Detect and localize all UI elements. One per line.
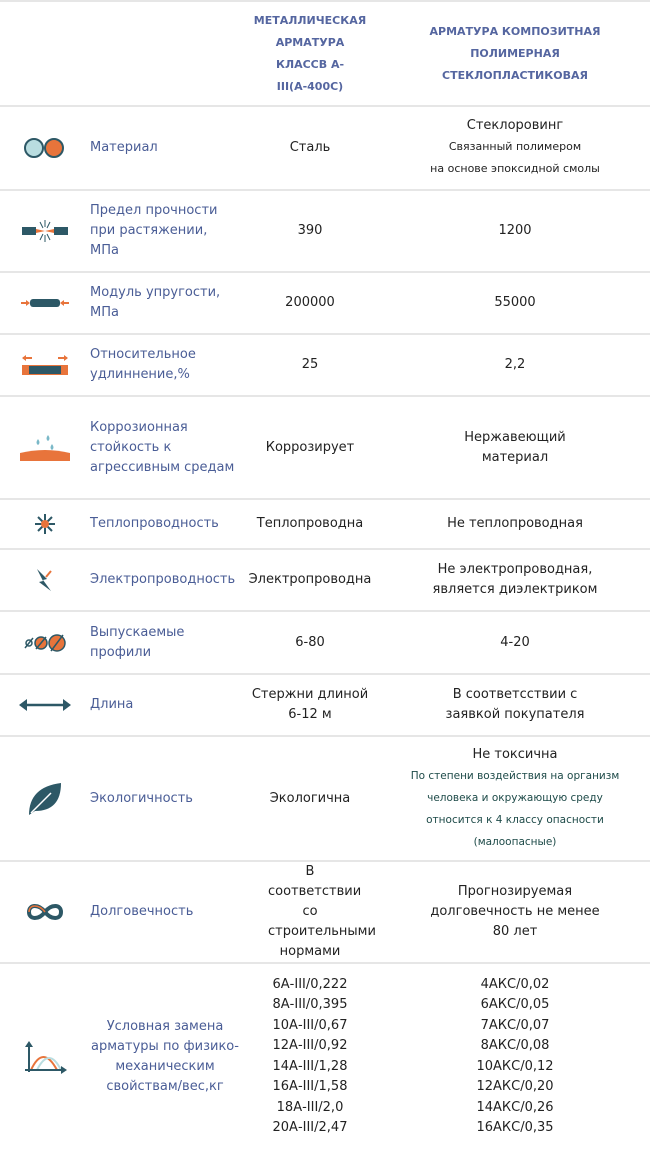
- replacement-item: 14АКС/0,26: [476, 1099, 554, 1115]
- replacement-item: 10А-III/0,67: [272, 1017, 348, 1033]
- composite-note: на основе эпоксидной смолы: [430, 162, 600, 175]
- compression-icon: [0, 296, 90, 310]
- replacement-item: 18А-III/2,0: [276, 1099, 344, 1115]
- composite-list: [380, 975, 650, 1139]
- composite-value: В соответсствии с заявкой покупателя: [445, 687, 585, 722]
- table-row: [0, 273, 650, 335]
- header-metal: МЕТАЛЛИЧЕСКАЯ АРМАТУРА КЛАССВ А-III(А-400С): [253, 13, 367, 93]
- metal-value: 390: [297, 223, 323, 238]
- lightning-icon: [0, 567, 90, 593]
- metal-value: Сталь: [289, 140, 331, 155]
- double-arrow-icon: [0, 698, 90, 712]
- row-label: Теплопроводность: [90, 516, 219, 531]
- leaf-icon: [0, 781, 90, 817]
- composite-value: Нержавеющий материал: [464, 429, 566, 465]
- table-row: [0, 335, 650, 397]
- table-row: [0, 191, 650, 273]
- table-row: [0, 737, 650, 862]
- metal-value: Электропроводна: [248, 572, 372, 587]
- table-row: [0, 675, 650, 737]
- graph-icon: [0, 1040, 90, 1074]
- composite-value: Прогнозируемая долговечность не менее 80 лет: [430, 884, 600, 939]
- diameter-icon: [0, 634, 90, 652]
- table-row: [0, 964, 650, 1149]
- composite-note: Связанный полимером: [448, 140, 582, 153]
- material-circles-icon: [0, 137, 90, 159]
- corrosion-drops-icon: [0, 433, 90, 463]
- replacement-item: 10АКС/0,12: [476, 1058, 554, 1074]
- composite-value: Не теплопроводная: [447, 516, 583, 531]
- replacement-item: 20А-III/2,47: [272, 1120, 348, 1135]
- composite-value: Не токсична: [472, 746, 558, 762]
- header-row: [0, 0, 650, 107]
- table-row: [0, 500, 650, 550]
- row-label: Долговечность: [90, 904, 194, 919]
- row-label: Предел прочности при растяжении, МПа: [90, 203, 218, 258]
- header-composite: АРМАТУРА КОМПОЗИТНАЯ ПОЛИМЕРНАЯ СТЕКЛОПЛАСТИКОВАЯ: [429, 24, 601, 82]
- replacement-item: 12А-III/0,92: [272, 1038, 348, 1053]
- table-row: [0, 862, 650, 964]
- replacement-item: 8АКС/0,08: [480, 1038, 550, 1053]
- table-row: [0, 397, 650, 500]
- replacement-item: 16АКС/0,35: [476, 1120, 554, 1135]
- table-row: [0, 107, 650, 191]
- composite-value: 2,2: [504, 357, 526, 372]
- tensile-break-icon: [0, 218, 90, 244]
- composite-value: 4-20: [500, 634, 530, 650]
- replacement-item: 6АКС/0,05: [480, 997, 550, 1012]
- metal-value: В соответствии со строительными нормами: [268, 864, 376, 959]
- composite-note: По степени воздействия на организм человека и окружающую среду относится к 4 классу опасности (малоопасные): [410, 769, 620, 848]
- replacement-item: 7АКС/0,07: [480, 1017, 550, 1033]
- metal-value: 6-80: [295, 634, 325, 650]
- row-label: Электропроводность: [90, 572, 236, 587]
- replacement-item: 12АКС/0,20: [476, 1079, 554, 1094]
- metal-value: 200000: [285, 295, 335, 310]
- metal-value: Экологична: [269, 790, 351, 806]
- row-label: Выпускаемые профили: [90, 624, 185, 660]
- table-row: [0, 550, 650, 612]
- row-label: Материал: [90, 140, 158, 155]
- composite-value: Не электропроводная, является диэлектриком: [432, 562, 598, 597]
- row-label: Модуль упругости, МПа: [90, 285, 221, 320]
- replacement-item: 14А-III/1,28: [272, 1058, 348, 1074]
- infinity-icon: [0, 902, 90, 922]
- replacement-item: 4АКС/0,02: [480, 976, 550, 992]
- table-row: [0, 612, 650, 675]
- row-label: Экологичность: [90, 790, 193, 806]
- replacement-item: 16А-III/1,58: [272, 1079, 348, 1094]
- metal-value: Коррозирует: [265, 439, 355, 455]
- row-label: Условная замена арматуры по физико-механическим свойствам/вес,кг: [91, 1018, 239, 1094]
- composite-value: 55000: [494, 295, 536, 310]
- metal-value: 25: [301, 357, 319, 372]
- composite-value: 1200: [498, 223, 532, 238]
- metal-value: Стержни длиной 6-12 м: [251, 687, 369, 722]
- composite-value: Стеклоровинг: [466, 118, 564, 133]
- row-label: Относительное удлиннение,%: [90, 347, 196, 382]
- replacement-item: 6А-III/0,222: [272, 976, 348, 992]
- row-label: Коррозионная стойкость к агрессивным средам: [90, 419, 235, 475]
- metal-list: [240, 975, 380, 1139]
- elongation-icon: [0, 352, 90, 378]
- row-label: Длина: [90, 697, 134, 712]
- metal-value: Теплопроводна: [256, 516, 364, 531]
- heat-icon: [0, 513, 90, 535]
- replacement-item: 8А-III/0,395: [272, 997, 348, 1012]
